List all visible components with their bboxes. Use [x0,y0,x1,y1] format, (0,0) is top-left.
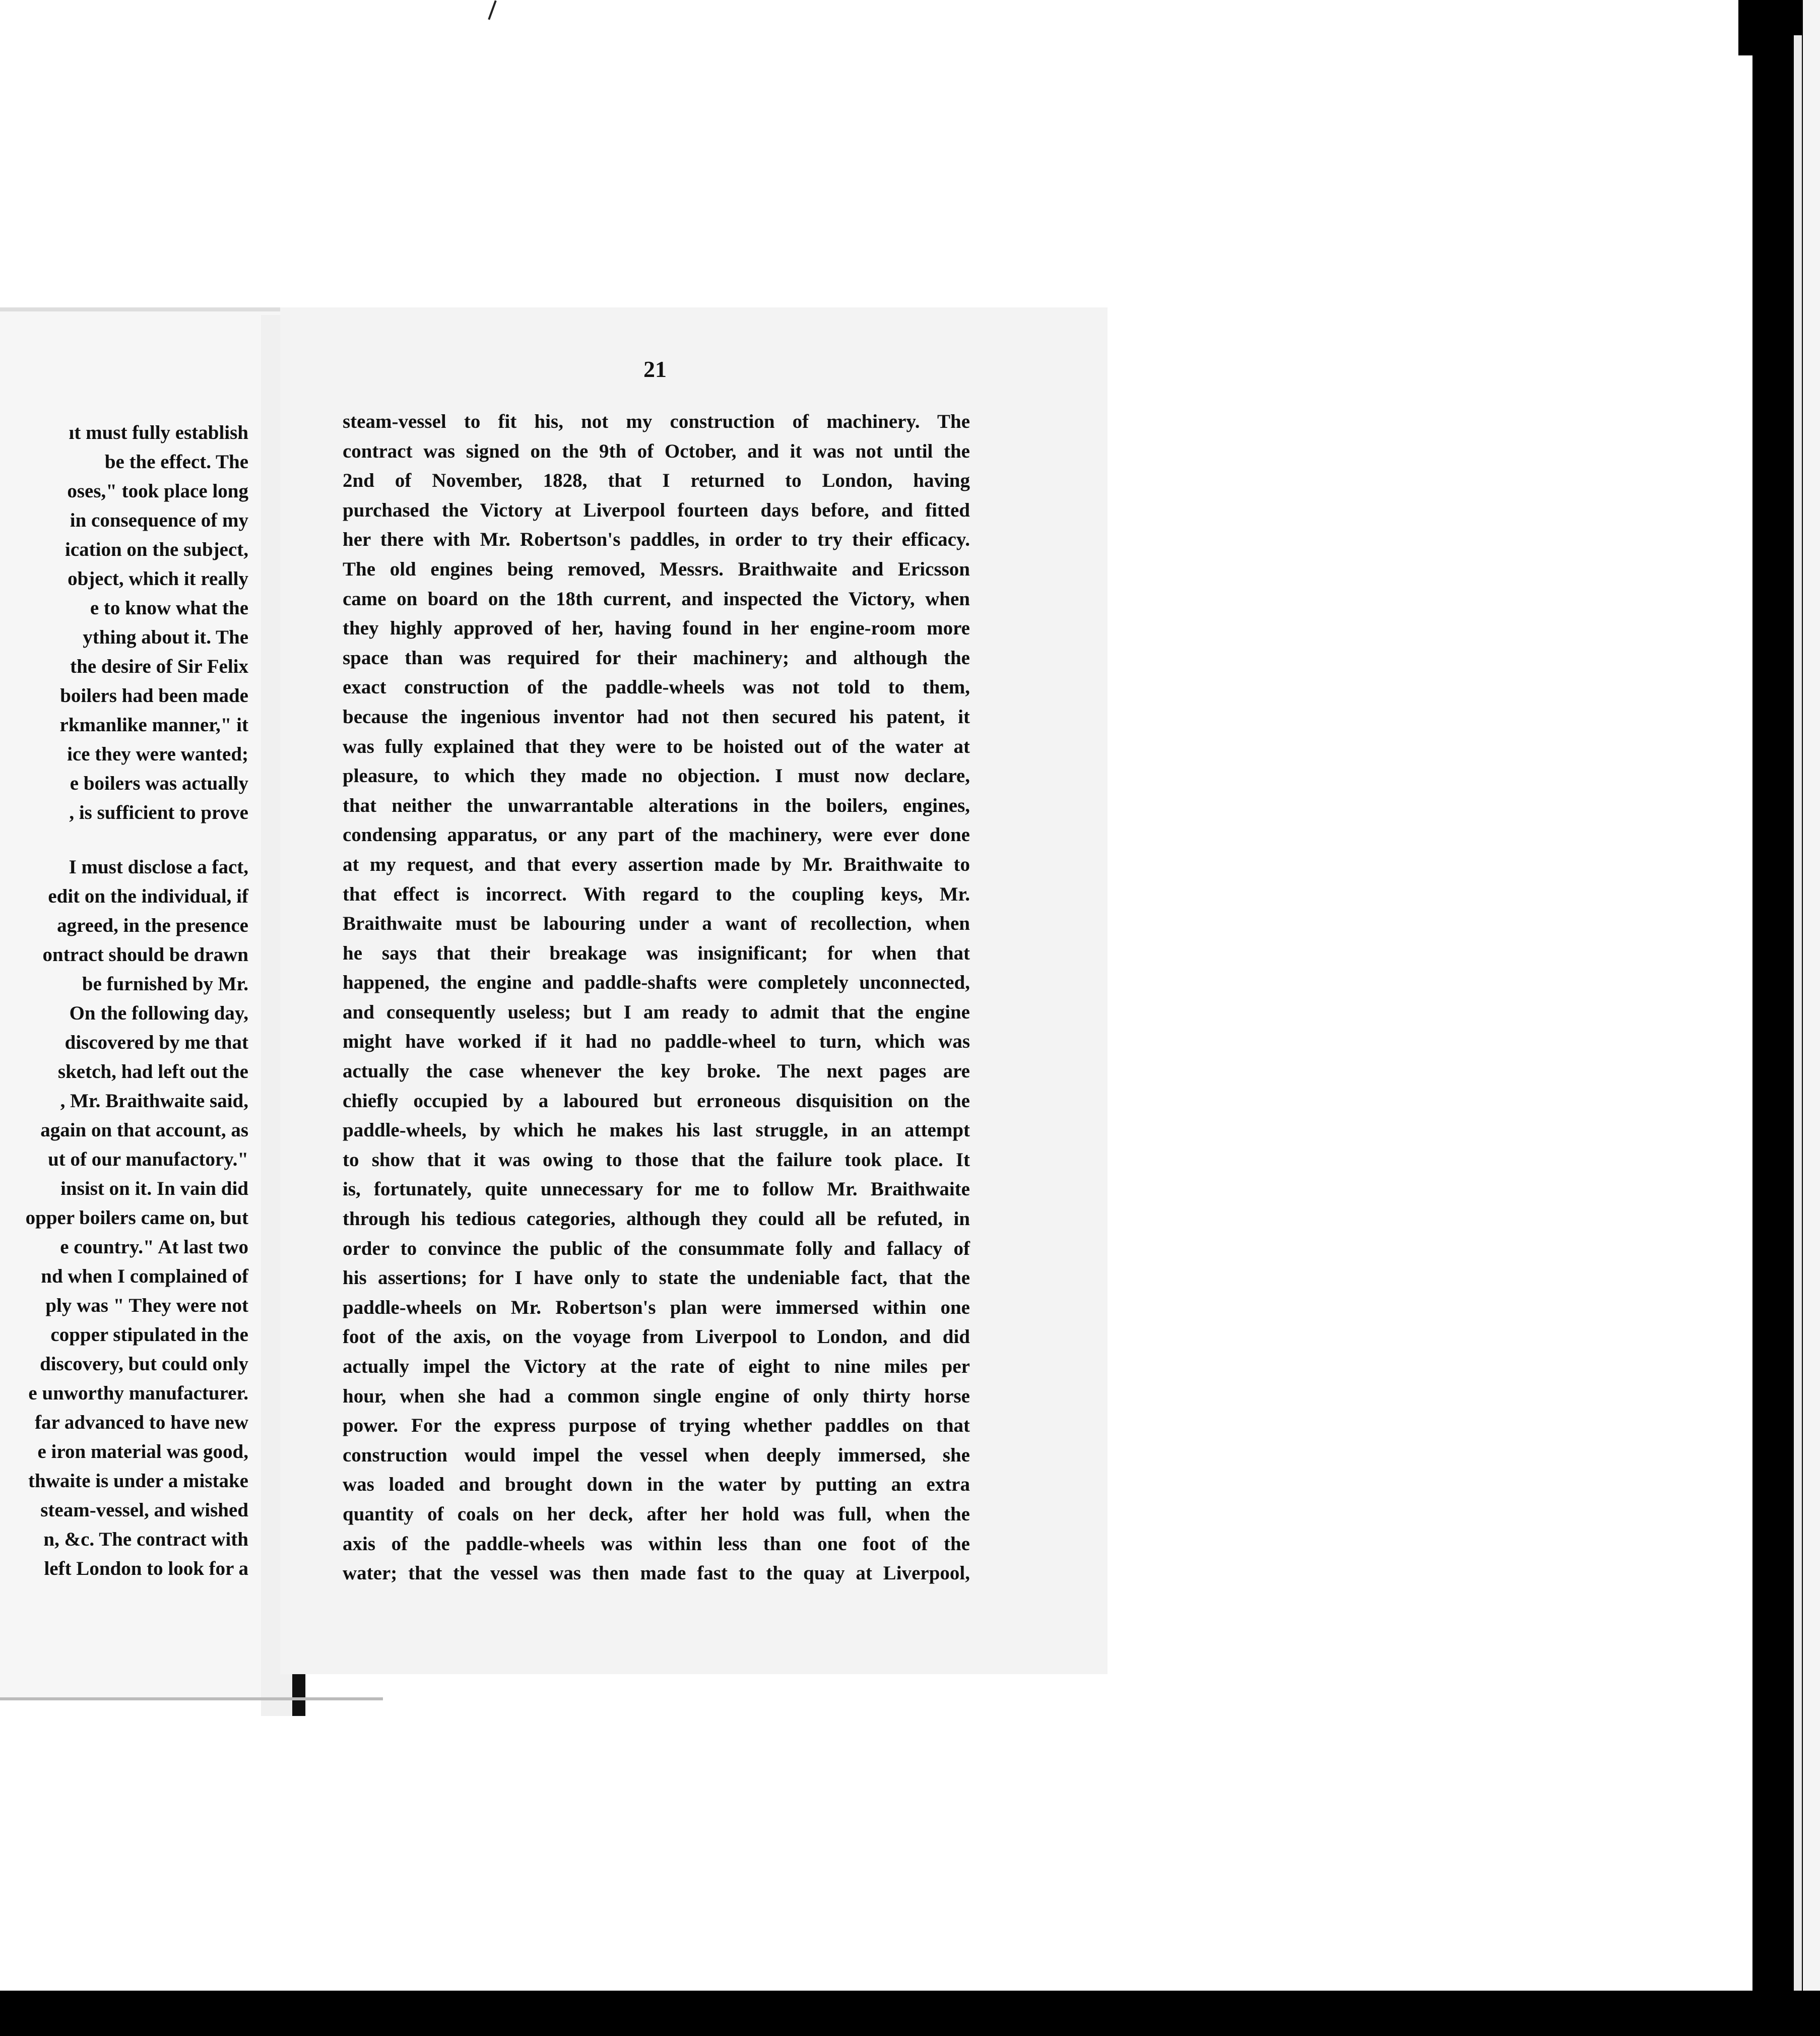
right-line: because the ingenious inventor had not then secured his patent, it [343,706,970,728]
left-line: e unworthy manufacturer. [28,1382,248,1404]
scan-border-bottom [0,1991,1820,2036]
left-line [0,828,248,853]
left-line: ontract should be drawn [42,944,248,966]
left-line: e iron material was good, [37,1441,248,1462]
right-line: Braithwaite must be labouring under a want of recollection, when [343,913,970,935]
left-line: agreed, in the presence [57,915,248,936]
left-line: ice they were wanted; [67,743,248,765]
right-line: her there with Mr. Robertson's paddles, in order to try their efficacy. [343,529,970,551]
right-line: hour, when she had a common single engine of only thirty horse [343,1385,970,1407]
right-line: power. For the express purpose of trying whether paddles on that [343,1415,970,1437]
binding-bottom-edge [0,1697,383,1700]
left-line: be the effect. The [104,451,248,473]
left-line: e boilers was actually [70,773,248,794]
right-line: chiefly occupied by a laboured but erroneous disquisition on the [343,1090,970,1112]
right-line: purchased the Victory at Liverpool fourteen days before, and fitted [343,499,970,521]
left-line: n, &c. The contract with [43,1529,248,1550]
body-text [343,407,970,1588]
page-number: 21 [643,356,667,382]
left-line: thwaite is under a mistake [28,1470,248,1492]
left-line: be furnished by Mr. [82,973,248,995]
right-line: actually impel the Victory at the rate of eight to nine miles per [343,1356,970,1377]
left-line: ıt must fully establish [69,422,248,443]
right-line: 2nd of November, 1828, that I returned to London, having [343,470,970,492]
left-line: copper stipulated in the [50,1324,248,1346]
left-line: e to know what the [90,597,248,619]
left-line: , Mr. Braithwaite said, [60,1090,248,1112]
right-line: happened, the engine and paddle-shafts were completely unconnected, [343,972,970,994]
right-line: might have worked if it had no paddle-wheel to turn, which was [343,1031,970,1053]
binding-top-edge [0,307,312,311]
left-facing-page [0,311,294,1698]
left-line: boilers had been made [60,685,248,707]
right-line: through his tedious categories, although they could all be refuted, in [343,1208,970,1230]
left-line: again on that account, as [40,1119,248,1141]
left-line: ything about it. The [83,626,248,648]
right-line: foot of the axis, on the voyage from Liverpool to London, and did [343,1326,970,1348]
left-line: edit on the individual, if [48,885,248,907]
right-line: The old engines being removed, Messrs. Braithwaite and Ericsson [343,558,970,580]
left-line: in consequence of my [70,510,248,531]
right-line: condensing apparatus, or any part of the machinery, were ever done [343,824,970,846]
left-line: the desire of Sir Felix [70,656,248,677]
right-line: came on board on the 18th current, and inspected the Victory, when [343,588,970,610]
left-line: opper boilers came on, but [25,1207,248,1229]
scan-margin-right [1803,0,1820,2036]
scan-mark [488,1,496,20]
left-line: ply was " They were not [45,1295,248,1316]
left-line: oses," took place long [67,480,248,502]
left-line: steam-vessel, and wished [40,1499,248,1521]
right-line: that neither the unwarrantable alterations in the boilers, engines, [343,794,970,816]
left-line: discovered by me that [64,1032,248,1053]
right-line: he says that their breakage was insignificant; for when that [343,942,970,964]
right-line: exact construction of the paddle-wheels was not told to them, [343,676,970,698]
left-line: insist on it. In vain did [60,1178,248,1199]
right-line: quantity of coals on her deck, after her hold was full, when the [343,1503,970,1525]
left-line: , is sufficient to prove [69,802,248,823]
left-line: far advanced to have new [35,1412,248,1433]
right-line: actually the case whenever the key broke. The next pages are [343,1060,970,1083]
right-line: paddle-wheels, by which he makes his last struggle, in an attempt [343,1119,970,1141]
scan-edge-strip [1794,35,1802,1991]
left-line: rkmanlike manner," it [59,714,248,736]
right-line: is, fortunately, quite unnecessary for me to follow Mr. Braithwaite [343,1178,970,1200]
right-line: they highly approved of her, having found in her engine-room more [343,617,970,640]
left-line: ication on the subject, [65,539,248,560]
right-line: that effect is incorrect. With regard to the coupling keys, Mr. [343,883,970,905]
left-page-text [0,418,248,1583]
left-line: object, which it really [68,568,248,590]
left-line: nd when I complained of [41,1265,248,1287]
left-line: left London to look for a [44,1558,248,1579]
left-line: ut of our manufactory." [48,1149,248,1170]
right-line: axis of the paddle-wheels was within less than one foot of the [343,1533,970,1555]
right-line: water; that the vessel was then made fast to the quay at Liverpool, [343,1562,970,1584]
right-line: was loaded and brought down in the water by putting an extra [343,1474,970,1496]
right-line: paddle-wheels on Mr. Robertson's plan were immersed within one [343,1296,970,1318]
right-line: and consequently useless; but I am ready to admit that the engine [343,1001,970,1023]
right-line: was fully explained that they were to be hoisted out of the water at [343,735,970,757]
right-line: pleasure, to which they made no objection. I must now declare, [343,765,970,787]
right-line: at my request, and that every assertion made by Mr. Braithwaite to [343,853,970,875]
left-line: e country." At last two [60,1236,248,1258]
left-line: sketch, had left out the [57,1061,248,1083]
left-line: I must disclose a fact, [69,856,248,878]
right-line: to show that it was owing to those that the failure took place. It [343,1149,970,1171]
right-line: his assertions; for I have only to state the undeniable fact, that the [343,1267,970,1289]
right-line: steam-vessel to fit his, not my construction of machinery. The [343,411,970,432]
right-line: construction would impel the vessel when deeply immersed, she [343,1444,970,1466]
right-line: order to convince the public of the consummate folly and fallacy of [343,1237,970,1259]
right-line: contract was signed on the 9th of October, and it was not until the [343,440,970,462]
left-line: discovery, but could only [40,1353,248,1375]
left-line: On the following day, [69,1002,248,1024]
right-line: space than was required for their machinery; and although the [343,647,970,669]
